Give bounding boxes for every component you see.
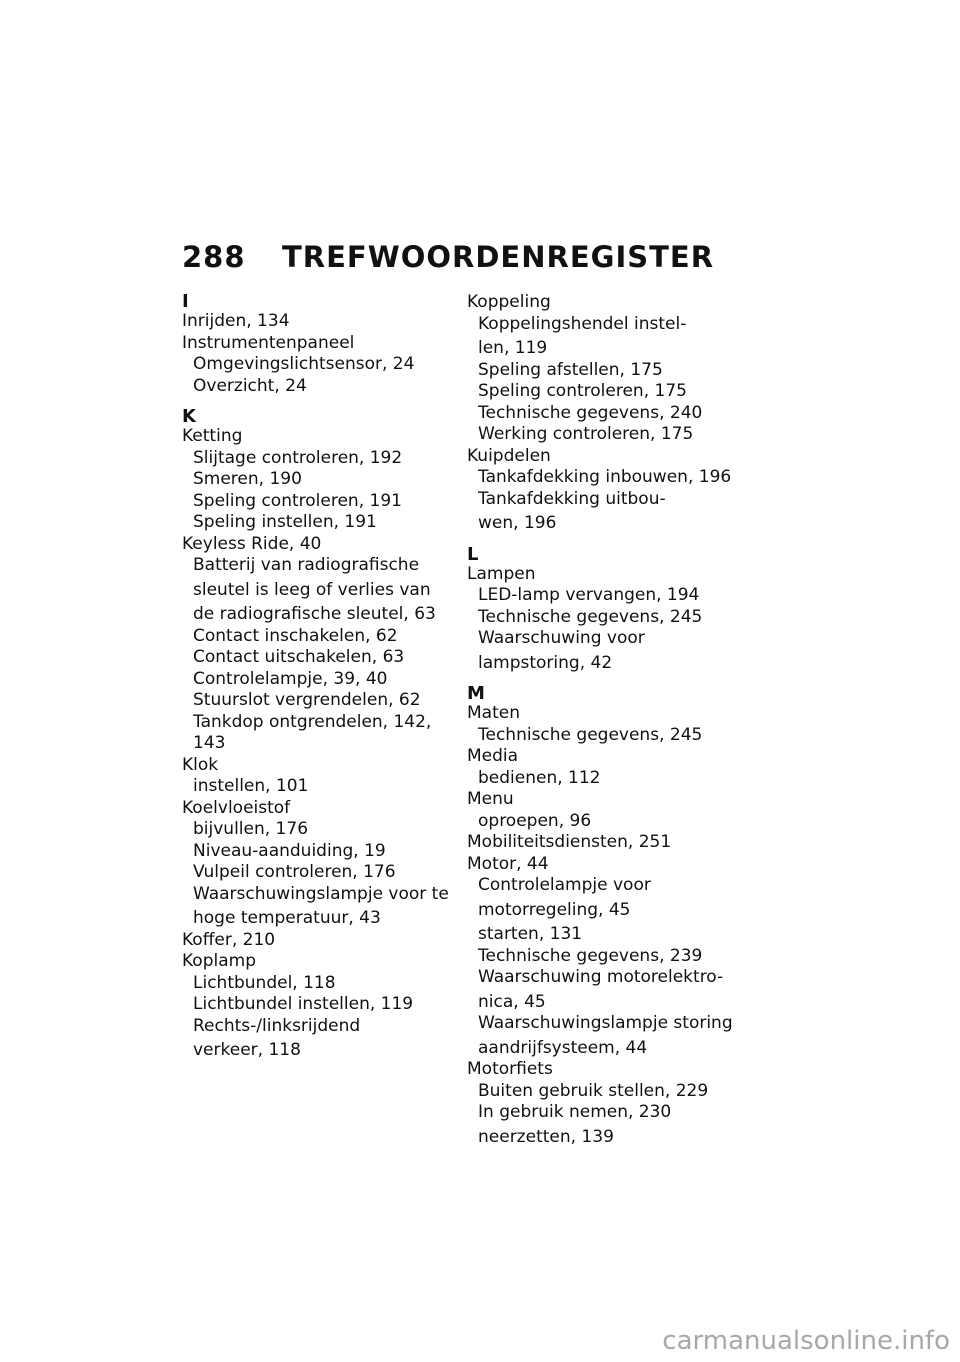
index-entry: Ketting <box>182 426 243 446</box>
index-subentry: bedienen, 112 <box>478 767 601 788</box>
index-entry: Mobiliteitsdiensten, 251 <box>467 832 672 852</box>
index-subentry: neerzetten, 139 <box>478 1126 614 1147</box>
index-subentry: instellen, 101 <box>193 776 309 796</box>
index-subentry: Buiten gebruik stellen, 229 <box>478 1080 709 1101</box>
index-subentry: Batterij van radiografische <box>193 555 420 575</box>
index-subentry: Speling instellen, 191 <box>193 512 377 532</box>
letter-group <box>182 292 457 397</box>
page-number: 288 <box>182 240 246 274</box>
index-column-left <box>182 292 457 1062</box>
index-subentry: Technische gegevens, 239 <box>478 945 703 966</box>
index-subentry: Lichtbundel instellen, 119 <box>193 994 414 1014</box>
index-subentry: Rechts-/linksrijdend <box>193 1015 361 1036</box>
index-subentry: Tankafdekking uitbou- <box>478 488 666 509</box>
index-subentry: Overzicht, 24 <box>193 375 307 396</box>
index-subentry: Tankafdekking inbouwen, 196 <box>478 467 732 487</box>
index-subentry: motorregeling, 45 <box>478 899 631 920</box>
letter-group <box>467 684 742 1148</box>
index-subentry: Stuurslot vergrendelen, 62 <box>193 690 421 710</box>
index-subentry: de radiografische sleutel, 63 <box>193 604 436 624</box>
index-subentry: Contact inschakelen, 62 <box>193 625 398 646</box>
index-subentry: Smeren, 190 <box>193 469 302 489</box>
index-entry: Lampen <box>467 563 536 584</box>
index-subentry: Niveau-aanduiding, 19 <box>193 840 386 861</box>
index-subentry: Waarschuwing voor <box>478 628 645 648</box>
index-subentry: verkeer, 118 <box>193 1040 301 1060</box>
section-letter: L <box>467 543 479 565</box>
index-subentry: Omgevingslichtsensor, 24 <box>193 354 415 374</box>
index-entry: Koplamp <box>182 951 256 971</box>
index-subentry: Lichtbundel, 118 <box>193 972 336 993</box>
watermark: carmanualsonline.info <box>662 1326 950 1356</box>
index-subentry: Technische gegevens, 240 <box>478 402 703 423</box>
index-subentry: Waarschuwing motorelektro- <box>478 967 724 987</box>
index-subentry: Waarschuwingslampje storing <box>478 1013 733 1033</box>
index-subentry: Werking controleren, 175 <box>478 424 694 444</box>
index-subentry: Vulpeil controleren, 176 <box>193 862 396 882</box>
index-entry: Koffer, 210 <box>182 929 276 950</box>
index-subentry: 143 <box>193 733 226 753</box>
index-subentry: lampstoring, 42 <box>478 652 613 673</box>
index-subentry: In gebruik nemen, 230 <box>478 1102 672 1122</box>
index-entry: Motor, 44 <box>467 853 549 874</box>
index-subentry: Technische gegevens, 245 <box>478 606 703 627</box>
index-column-right <box>467 292 742 1148</box>
index-entry: Inrijden, 134 <box>182 311 290 331</box>
index-subentry: Controlelampje, 39, 40 <box>193 668 388 689</box>
index-subentry: Contact uitschakelen, 63 <box>193 647 405 667</box>
index-subentry: Tankdop ontgrendelen, 142, <box>193 711 432 732</box>
index-subentry: Koppelingshendel instel- <box>478 313 687 334</box>
letter-group <box>467 292 742 535</box>
index-subentry: Waarschuwingslampje voor te <box>193 883 449 904</box>
letter-group <box>182 407 457 1062</box>
index-entry: Keyless Ride, 40 <box>182 533 322 554</box>
index-subentry: nica, 45 <box>478 991 546 1012</box>
index-entry: Klok <box>182 754 219 775</box>
section-letter: K <box>182 406 196 427</box>
index-entry: Media <box>467 746 519 766</box>
page-header <box>182 240 714 274</box>
index-subentry: Speling controleren, 191 <box>193 490 402 511</box>
index-entry: Koelvloeistof <box>182 797 291 818</box>
index-subentry: Controlelampje voor <box>478 875 651 895</box>
index-subentry: oproepen, 96 <box>478 810 592 831</box>
page-title: TREFWOORDENREGISTER <box>282 240 715 274</box>
letter-group <box>467 545 742 675</box>
index-entry: Instrumentenpaneel <box>182 332 355 353</box>
index-subentry: Speling controleren, 175 <box>478 381 687 401</box>
index-subentry: starten, 131 <box>478 924 583 944</box>
index-subentry: LED-lamp vervangen, 194 <box>478 585 700 605</box>
index-entry: Koppeling <box>467 292 551 312</box>
index-subentry: wen, 196 <box>478 513 557 533</box>
section-letter: I <box>182 291 189 312</box>
index-subentry: sleutel is leeg of verlies van <box>193 579 431 600</box>
index-entry: Maten <box>467 703 520 723</box>
section-letter: M <box>467 683 485 704</box>
index-subentry: Slijtage controleren, 192 <box>193 447 403 468</box>
index-entry: Kuipdelen <box>467 445 551 466</box>
index-subentry: Speling afstellen, 175 <box>478 359 663 380</box>
index-subentry: bijvullen, 176 <box>193 819 309 839</box>
index-entry: Motorfiets <box>467 1059 553 1079</box>
index-subentry: Technische gegevens, 245 <box>478 724 703 745</box>
index-entry: Menu <box>467 789 514 809</box>
index-subentry: hoge temperatuur, 43 <box>193 908 381 928</box>
index-subentry: len, 119 <box>478 338 548 358</box>
index-subentry: aandrijfsysteem, 44 <box>478 1037 648 1058</box>
